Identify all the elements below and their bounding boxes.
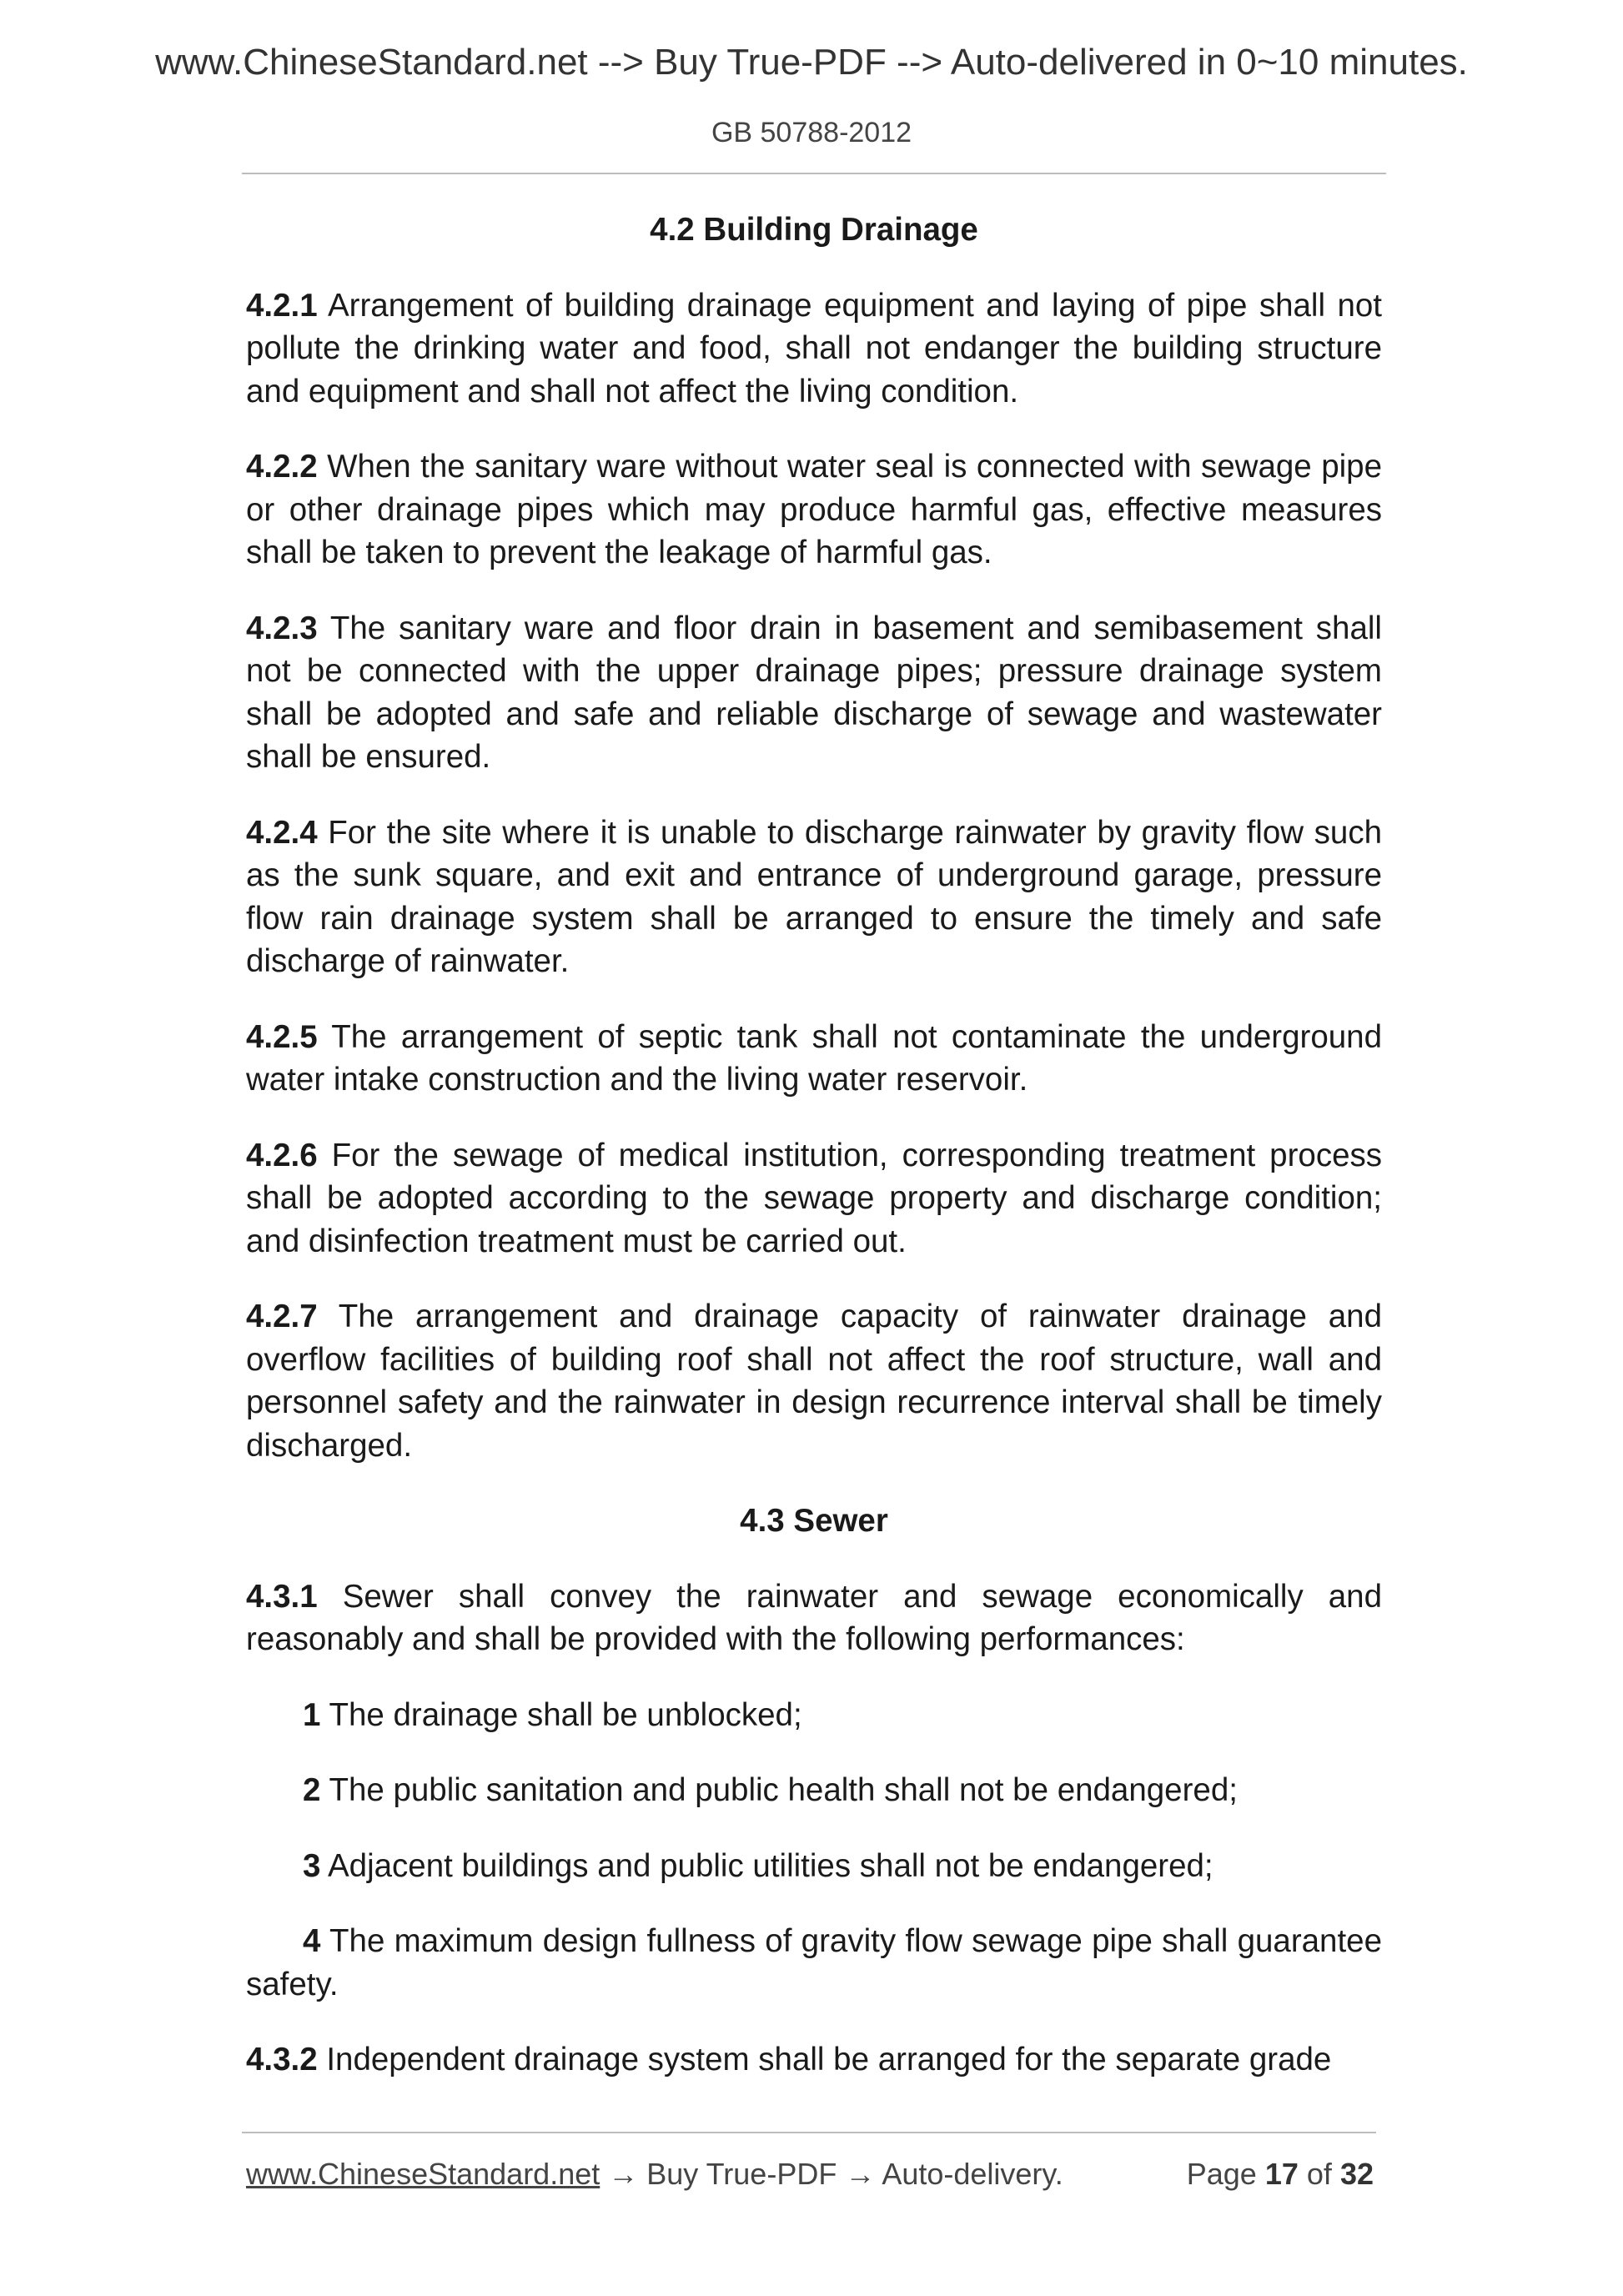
clause-text: When the sanitary ware without water seal is connected with sewage pipe or other drainage pipes which may produce harmful gas, effective measures shall be taken to prevent the leakage of harmful gas. (246, 449, 1382, 570)
list-item (246, 1769, 1382, 1812)
clause-text: For the site where it is unable to discharge rainwater by gravity flow such as the sunk square, and exit and entrance of underground garage, pressure flow rain drainage system shall be arranged to ensure the timely and safe discharge of rainwater. (246, 814, 1382, 979)
footer-promo-text: → Buy True-PDF → Auto-delivery. (600, 2157, 1063, 2191)
clause-text: Independent drainage system shall be arranged for the separate grade (326, 2042, 1332, 2077)
clause-number: 4.2.4 (246, 814, 318, 851)
clause-number: 4.3.1 (246, 1578, 318, 1615)
item-text: Adjacent buildings and public utilities shall not be endangered; (328, 1847, 1213, 1884)
clause-number: 4.2.2 (246, 449, 318, 485)
clause-text: For the sewage of medical institution, corresponding treatment process shall be adopted according to the sewage property and discharge condition; and disinfection treatment must be carried out. (246, 1137, 1382, 1259)
clause-4-2-3 (246, 607, 1382, 779)
clause-number: 4.3.2 (246, 2042, 318, 2077)
clause-4-3-1 (246, 1575, 1382, 1661)
clause-4-2-2 (246, 445, 1382, 575)
page-label: Page (1186, 2157, 1257, 2191)
clause-text: Arrangement of building drainage equipment and laying of pipe shall not pollute the drinking water and food, shall not endanger the building structure and equipment and shall not affect the living condition. (246, 287, 1383, 409)
clause-text: The arrangement of septic tank shall not contaminate the underground water intake construction and the living water reservoir. (246, 1018, 1382, 1098)
section-heading: 4.2 Building Drainage (650, 212, 978, 248)
top-banner: www.ChineseStandard.net --> Buy True-PDF --> Auto-delivered in 0~10 minutes. (155, 42, 1468, 83)
item-number: 3 (303, 1847, 321, 1884)
page-current: 17 (1264, 2157, 1299, 2191)
clause-number: 4.2.3 (246, 610, 318, 646)
clause-4-2-7 (246, 1295, 1382, 1467)
list-item (246, 1920, 1382, 2006)
list-item (246, 1694, 1382, 1737)
footer-website-link[interactable]: www.ChineseStandard.net (246, 2157, 600, 2191)
clause-4-2-5 (246, 1016, 1382, 1102)
header-divider (242, 173, 1386, 174)
page-number (1187, 2157, 1374, 2192)
clause-number: 4.2.7 (246, 1299, 318, 1334)
clause-4-2-4 (246, 811, 1382, 983)
item-number: 2 (303, 1772, 321, 1808)
item-number: 1 (303, 1696, 321, 1733)
standard-code: GB 50788-2012 (711, 117, 912, 148)
clause-4-2-6 (246, 1134, 1382, 1264)
clause-text: The sanitary ware and floor drain in basement and semibasement shall not be connected with the upper drainage pipes; pressure drainage system shall be adopted and safe and reliable discharge of sewage and wastewater shall be ensured. (246, 610, 1382, 775)
section-heading: 4.3 Sewer (740, 1503, 888, 1539)
document-body (246, 208, 1382, 2114)
list-item (246, 1845, 1382, 1888)
of-label: of (1306, 2157, 1332, 2191)
item-text: The drainage shall be unblocked; (329, 1696, 802, 1733)
footer-divider (242, 2132, 1376, 2133)
page-total: 32 (1339, 2157, 1374, 2191)
clause-text: The arrangement and drainage capacity of rainwater drainage and overflow facilities of building roof shall not affect the roof structure, wall and personnel safety and the rainwater in design recurrence interval shall be timely discharged. (246, 1299, 1382, 1464)
item-number: 4 (303, 1923, 321, 1959)
clause-text: Sewer shall convey the rainwater and sewage economically and reasonably and shall be provided with the following performances: (246, 1578, 1382, 1657)
item-text: The public sanitation and public health shall not be endangered; (329, 1772, 1238, 1808)
footer-promo (246, 2157, 1063, 2192)
clause-number: 4.2.5 (246, 1018, 318, 1055)
clause-number: 4.2.1 (246, 287, 318, 324)
item-text: The maximum design fullness of gravity flow sewage pipe shall guarantee safety. (246, 1923, 1382, 2002)
clause-number: 4.2.6 (246, 1137, 318, 1173)
clause-4-3-2 (246, 2038, 1382, 2082)
clause-4-2-1 (246, 284, 1382, 414)
